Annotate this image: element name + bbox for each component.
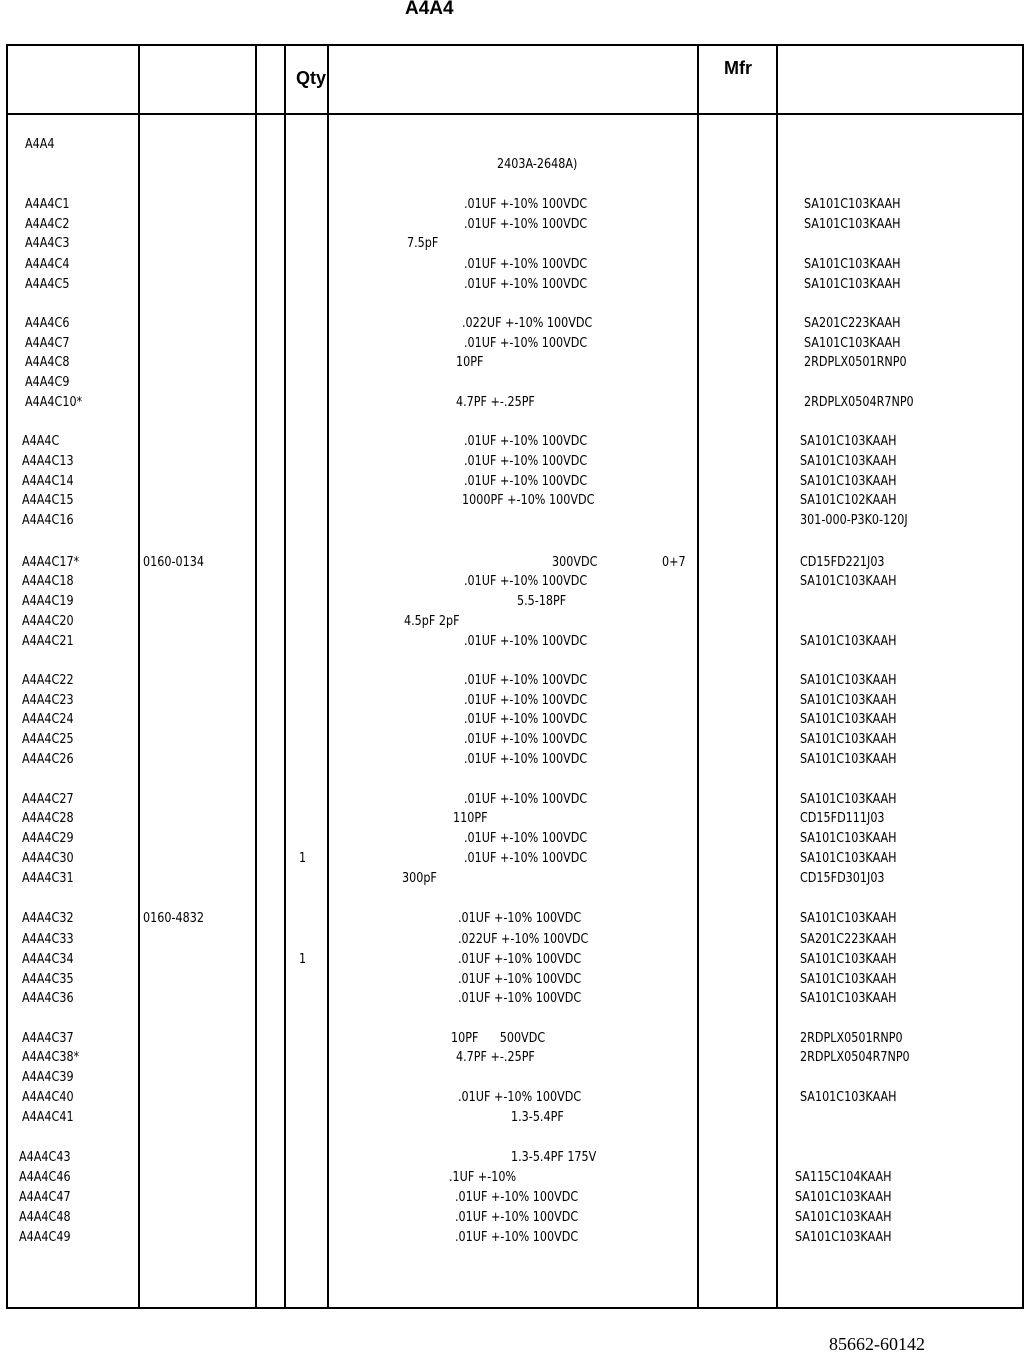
ref-designator: A4A4C32 <box>22 911 74 926</box>
mfr-part-number: CD15FD111J03 <box>800 811 885 826</box>
mfr-part-number: 2RDPLX0504R7NP0 <box>804 395 914 410</box>
col-divider-1 <box>138 44 140 1309</box>
description: .01UF +-10% 100VDC <box>464 217 588 232</box>
ref-designator: A4A4C15 <box>22 493 74 508</box>
mfr-part-number: SA101C103KAAH <box>800 712 897 727</box>
description: .01UF +-10% 100VDC <box>464 693 588 708</box>
ref-designator: A4A4C22 <box>22 673 74 688</box>
mfr-part-number: SA101C103KAAH <box>800 972 897 987</box>
description: .01UF +-10% 100VDC <box>458 911 582 926</box>
description: .01UF +-10% 100VDC <box>455 1230 579 1245</box>
ref-designator: A4A4C38* <box>22 1050 80 1065</box>
description: 4.7PF +-.25PF <box>456 1050 535 1065</box>
table-bottom-border <box>6 1307 1024 1309</box>
header-bottom-border <box>6 113 1024 115</box>
ref-designator: A4A4C2 <box>25 217 70 232</box>
description: 300VDC <box>552 555 598 570</box>
header-mfr: Mfr <box>724 58 752 78</box>
ref-designator: A4A4C33 <box>22 932 74 947</box>
mfr-part-number: 301-000-P3K0-120J <box>800 513 908 528</box>
description: .01UF +-10% 100VDC <box>458 972 582 987</box>
description: 2403A-2648A) <box>497 157 578 172</box>
ref-designator: A4A4C35 <box>22 972 74 987</box>
description-extra: 0+7 <box>662 555 686 570</box>
mfr-part-number: SA201C223KAAH <box>804 316 901 331</box>
description: .01UF +-10% 100VDC <box>464 257 588 272</box>
part-number: 0160-0134 <box>143 555 204 570</box>
description: 4.7PF +-.25PF <box>456 395 535 410</box>
mfr-part-number: SA101C103KAAH <box>804 217 901 232</box>
description: .01UF +-10% 100VDC <box>464 197 588 212</box>
description: .1UF +-10% <box>449 1170 517 1185</box>
ref-designator: A4A4C37 <box>22 1031 74 1046</box>
ref-designator: A4A4C30 <box>22 851 74 866</box>
mfr-part-number: SA101C103KAAH <box>804 197 901 212</box>
ref-designator: A4A4C27 <box>22 792 74 807</box>
description: 7.5pF <box>407 236 439 251</box>
table-left-border <box>6 44 8 1309</box>
description: .01UF +-10% 100VDC <box>464 712 588 727</box>
description: .01UF +-10% 100VDC <box>455 1210 579 1225</box>
ref-designator: A4A4C41 <box>22 1110 74 1125</box>
mfr-part-number: SA101C103KAAH <box>800 851 897 866</box>
description: .01UF +-10% 100VDC <box>464 732 588 747</box>
description: 1000PF +-10% 100VDC <box>462 493 595 508</box>
col-divider-3 <box>284 44 286 1309</box>
ref-designator: A4A4C3 <box>25 236 70 251</box>
ref-designator: A4A4C17* <box>22 555 80 570</box>
col-divider-5 <box>697 44 699 1309</box>
ref-designator: A4A4C46 <box>19 1170 71 1185</box>
ref-designator: A4A4C34 <box>22 952 74 967</box>
mfr-part-number: SA101C103KAAH <box>800 434 897 449</box>
mfr-part-number: SA101C103KAAH <box>800 911 897 926</box>
ref-designator: A4A4C20 <box>22 614 74 629</box>
description: .01UF +-10% 100VDC <box>464 831 588 846</box>
mfr-part-number: SA101C103KAAH <box>800 693 897 708</box>
description: .01UF +-10% 100VDC <box>464 792 588 807</box>
description: .01UF +-10% 100VDC <box>464 474 588 489</box>
ref-designator: A4A4C4 <box>25 257 70 272</box>
col-divider-6 <box>776 44 778 1309</box>
document-number: 85662-60142 <box>829 1334 925 1354</box>
ref-designator: A4A4C8 <box>25 355 70 370</box>
ref-designator: A4A4C16 <box>22 513 74 528</box>
ref-designator: A4A4C39 <box>22 1070 74 1085</box>
description: .01UF +-10% 100VDC <box>464 336 588 351</box>
mfr-part-number: SA101C103KAAH <box>800 574 897 589</box>
description: 5.5-18PF <box>517 594 567 609</box>
mfr-part-number: SA101C103KAAH <box>804 336 901 351</box>
mfr-part-number: SA101C103KAAH <box>800 454 897 469</box>
mfr-part-number: 2RDPLX0501RNP0 <box>800 1031 903 1046</box>
ref-designator: A4A4C25 <box>22 732 74 747</box>
description: 10PF <box>456 355 484 370</box>
ref-designator: A4A4C1 <box>25 197 70 212</box>
mfr-part-number: SA101C103KAAH <box>795 1230 892 1245</box>
mfr-part-number: SA115C104KAAH <box>795 1170 892 1185</box>
ref-designator: A4A4C47 <box>19 1190 71 1205</box>
mfr-part-number: 2RDPLX0504R7NP0 <box>800 1050 910 1065</box>
description: 300pF <box>402 871 437 886</box>
ref-designator: A4A4C6 <box>25 316 70 331</box>
col-divider-2 <box>255 44 257 1309</box>
part-number: 0160-4832 <box>143 911 204 926</box>
mfr-part-number: SA101C103KAAH <box>800 1090 897 1105</box>
mfr-part-number: CD15FD301J03 <box>800 871 885 886</box>
mfr-part-number: CD15FD221J03 <box>800 555 885 570</box>
table-right-border <box>1022 44 1024 1309</box>
mfr-part-number: SA101C103KAAH <box>800 474 897 489</box>
description: .022UF +-10% 100VDC <box>462 316 593 331</box>
ref-designator: A4A4C40 <box>22 1090 74 1105</box>
mfr-part-number: SA101C102KAAH <box>800 493 897 508</box>
description: .01UF +-10% 100VDC <box>464 434 588 449</box>
description: 1.3-5.4PF 175V <box>511 1150 597 1165</box>
ref-designator: A4A4C28 <box>22 811 74 826</box>
ref-designator: A4A4C36 <box>22 991 74 1006</box>
table-top-border <box>6 44 1024 46</box>
ref-designator: A4A4C <box>22 434 60 449</box>
mfr-part-number: SA101C103KAAH <box>800 634 897 649</box>
mfr-part-number: SA101C103KAAH <box>795 1210 892 1225</box>
ref-designator: A4A4C7 <box>25 336 70 351</box>
description: .01UF +-10% 100VDC <box>455 1190 579 1205</box>
mfr-part-number: SA101C103KAAH <box>804 257 901 272</box>
description: .01UF +-10% 100VDC <box>464 454 588 469</box>
description: .01UF +-10% 100VDC <box>458 1090 582 1105</box>
ref-designator: A4A4C49 <box>19 1230 71 1245</box>
ref-designator: A4A4C10* <box>25 395 83 410</box>
ref-designator: A4A4C31 <box>22 871 74 886</box>
ref-designator: A4A4C43 <box>19 1150 71 1165</box>
mfr-part-number: SA101C103KAAH <box>800 752 897 767</box>
ref-designator: A4A4C21 <box>22 634 74 649</box>
ref-designator: A4A4C24 <box>22 712 74 727</box>
ref-designator: A4A4C18 <box>22 574 74 589</box>
description: 1.3-5.4PF <box>511 1110 564 1125</box>
qty-cell: 1 <box>299 952 307 967</box>
description: .022UF +-10% 100VDC <box>458 932 589 947</box>
description: .01UF +-10% 100VDC <box>464 277 588 292</box>
ref-designator: A4A4C29 <box>22 831 74 846</box>
mfr-part-number: SA101C103KAAH <box>800 952 897 967</box>
mfr-part-number: SA101C103KAAH <box>804 277 901 292</box>
description: .01UF +-10% 100VDC <box>464 673 588 688</box>
description: 4.5pF 2pF <box>404 614 460 629</box>
description: .01UF +-10% 100VDC <box>464 851 588 866</box>
mfr-part-number: SA101C103KAAH <box>795 1190 892 1205</box>
ref-designator: A4A4C48 <box>19 1210 71 1225</box>
ref-designator: A4A4C5 <box>25 277 70 292</box>
mfr-part-number: 2RDPLX0501RNP0 <box>804 355 907 370</box>
ref-designator: A4A4C26 <box>22 752 74 767</box>
mfr-part-number: SA101C103KAAH <box>800 991 897 1006</box>
mfr-part-number: SA101C103KAAH <box>800 732 897 747</box>
description: 10PF 500VDC <box>451 1031 546 1046</box>
mfr-part-number: SA101C103KAAH <box>800 792 897 807</box>
mfr-part-number: SA101C103KAAH <box>800 673 897 688</box>
ref-designator: A4A4C14 <box>22 474 74 489</box>
ref-designator: A4A4C13 <box>22 454 74 469</box>
header-qty: Qty <box>296 68 327 88</box>
ref-designator: A4A4C19 <box>22 594 74 609</box>
col-divider-4 <box>327 44 329 1309</box>
ref-designator: A4A4C9 <box>25 375 70 390</box>
description: .01UF +-10% 100VDC <box>464 634 588 649</box>
qty-cell: 1 <box>299 851 307 866</box>
description: .01UF +-10% 100VDC <box>458 952 582 967</box>
mfr-part-number: SA101C103KAAH <box>800 831 897 846</box>
ref-designator: A4A4C23 <box>22 693 74 708</box>
description: .01UF +-10% 100VDC <box>464 574 588 589</box>
page-title: A4A4 <box>405 0 454 19</box>
description: .01UF +-10% 100VDC <box>458 991 582 1006</box>
ref-designator: A4A4 <box>25 137 55 152</box>
mfr-part-number: SA201C223KAAH <box>800 932 897 947</box>
description: .01UF +-10% 100VDC <box>464 752 588 767</box>
description: 110PF <box>453 811 488 826</box>
